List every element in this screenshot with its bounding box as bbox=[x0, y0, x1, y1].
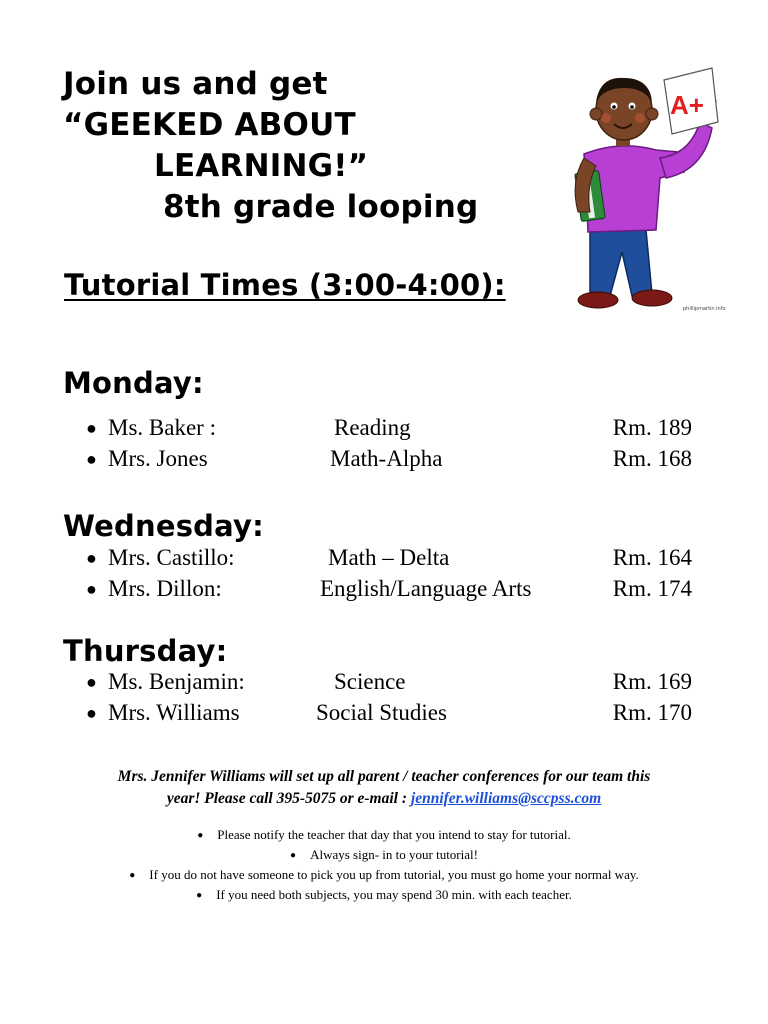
schedule-row bbox=[86, 668, 692, 696]
bullet: ● bbox=[86, 703, 97, 723]
subject: Reading bbox=[334, 415, 411, 440]
day-heading-wednesday: Wednesday: bbox=[63, 509, 264, 543]
note-item bbox=[40, 825, 728, 845]
bullet: ● bbox=[129, 870, 136, 881]
room-number: Rm. 164 bbox=[612, 545, 692, 570]
contact-paragraph bbox=[40, 766, 728, 810]
schedule-row bbox=[86, 445, 692, 473]
room-number: Rm. 174 bbox=[612, 576, 692, 601]
room-number: Rm. 170 bbox=[612, 700, 692, 725]
teacher-name: Ms. Benjamin: bbox=[108, 669, 245, 694]
note-text: Please notify the teacher that day that you intend to stay for tutorial. bbox=[217, 827, 571, 842]
bullet: ● bbox=[86, 449, 97, 469]
schedule-row bbox=[86, 544, 692, 572]
note-text: If you need both subjects, you may spend 30 min. with each teacher. bbox=[216, 887, 572, 902]
header-line-3: LEARNING!” bbox=[154, 148, 369, 184]
notes-list bbox=[40, 825, 728, 905]
subject: Math-Alpha bbox=[330, 446, 443, 471]
student-clipart bbox=[560, 62, 722, 318]
subject: English/Language Arts bbox=[320, 576, 532, 601]
note-item bbox=[40, 845, 728, 865]
bullet: ● bbox=[290, 850, 297, 861]
bullet: ● bbox=[86, 579, 97, 599]
teacher-name: Mrs. Castillo: bbox=[108, 545, 235, 570]
bullet: ● bbox=[86, 418, 97, 438]
subject: Science bbox=[334, 669, 406, 694]
email-link[interactable]: jennifer.williams@sccpss.com bbox=[410, 790, 602, 807]
day-heading-thursday: Thursday: bbox=[63, 634, 228, 668]
contact-line-2 bbox=[40, 788, 728, 810]
graded-paper bbox=[664, 68, 718, 134]
subject: Social Studies bbox=[316, 700, 447, 725]
header-line-1: Join us and get bbox=[63, 66, 328, 102]
room-number: Rm. 169 bbox=[612, 669, 692, 694]
teacher-name: Ms. Baker : bbox=[108, 415, 216, 440]
room-number: Rm. 168 bbox=[612, 446, 692, 471]
bullet: ● bbox=[196, 890, 203, 901]
schedule-row bbox=[86, 414, 692, 442]
clipart-credit: phillipmartin.info bbox=[683, 306, 726, 312]
teacher-name: Mrs. Jones bbox=[108, 446, 208, 471]
bullet: ● bbox=[197, 830, 204, 841]
subject: Math – Delta bbox=[328, 545, 450, 570]
contact-line-2-text: year! Please call 395-5075 or e-mail : bbox=[166, 790, 411, 807]
bullet: ● bbox=[86, 672, 97, 692]
note-item bbox=[40, 865, 728, 885]
paper-grade: A+ bbox=[670, 90, 704, 120]
schedule-row bbox=[86, 699, 692, 727]
header-line-2: “GEEKED ABOUT bbox=[63, 107, 356, 143]
day-heading-monday: Monday: bbox=[63, 366, 204, 400]
note-text: Always sign- in to your tutorial! bbox=[310, 847, 478, 862]
note-item bbox=[40, 885, 728, 905]
bullet: ● bbox=[86, 548, 97, 568]
teacher-name: Mrs. Williams bbox=[108, 700, 240, 725]
tutorial-heading: Tutorial Times (3:00-4:00): bbox=[64, 268, 506, 302]
header-line-4: 8th grade looping bbox=[163, 189, 479, 225]
note-text: If you do not have someone to pick you up from tutorial, you must go home your normal way. bbox=[149, 867, 639, 882]
contact-line-1: Mrs. Jennifer Williams will set up all parent / teacher conferences for our team this bbox=[117, 768, 651, 785]
teacher-name: Mrs. Dillon: bbox=[108, 576, 222, 601]
schedule-row bbox=[86, 575, 692, 603]
room-number: Rm. 189 bbox=[612, 415, 692, 440]
